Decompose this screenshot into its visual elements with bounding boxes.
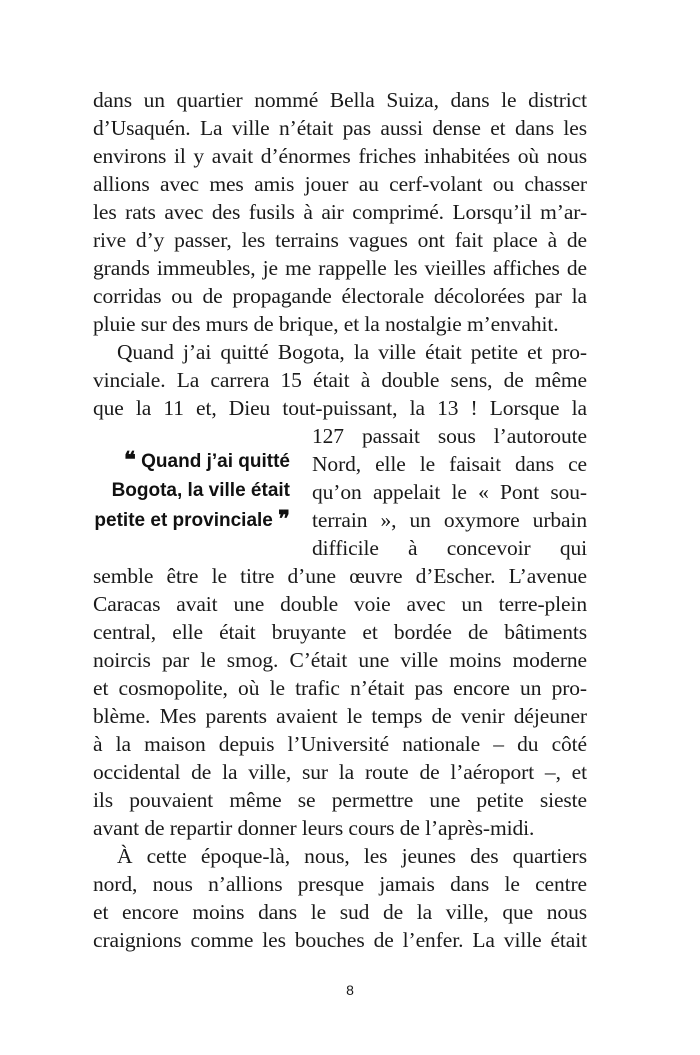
- text-line: craignions comme les bouches de l’enfer. La ville était: [93, 928, 587, 952]
- text-line: rive d’y passer, les terrains vagues ont fait place à de: [93, 228, 587, 252]
- text-line: À cette époque-là, nous, les jeunes des quartiers: [117, 844, 587, 868]
- text-line: difficile à concevoir qui: [312, 536, 587, 560]
- text-line: ils pouvaient même se permettre une petite sieste: [93, 788, 587, 812]
- text-line: blème. Mes parents avaient le temps de venir déjeuner: [93, 704, 587, 728]
- text-line: grands immeubles, je me rappelle les vieilles affiches de: [93, 256, 587, 280]
- text-line: occidental de la ville, sur la route de l’aéroport –, et: [93, 760, 587, 784]
- text-line: Quand j’ai quitté Bogota, la ville était petite et pro-: [117, 340, 587, 364]
- pull-quote-line: Bogota, la ville était: [111, 479, 290, 501]
- pull-quote: [50, 446, 290, 536]
- text-line: les rats avec des fusils à air comprimé. Lorsqu’il m’ar-: [93, 200, 587, 224]
- pull-quote-line: petite et provinciale: [94, 510, 273, 531]
- open-quote-icon: ❝: [124, 447, 136, 473]
- text-line: semble être le titre d’une œuvre d’Escher. L’avenue: [93, 564, 587, 588]
- text-line: nord, nous n’allions presque jamais dans le centre: [93, 872, 587, 896]
- text-line: que la 11 et, Dieu tout-puissant, la 13 ! Lorsque la: [93, 396, 587, 420]
- text-line: noircis par le smog. C’était une ville moins moderne: [93, 648, 587, 672]
- text-line: qu’on appelait le « Pont sou-: [312, 480, 587, 504]
- text-line: et cosmopolite, où le trafic n’était pas encore un pro-: [93, 676, 587, 700]
- text-line: Caracas avait une double voie avec un terre-plein: [93, 592, 587, 616]
- text-line: d’Usaquén. La ville n’était pas aussi dense et dans les: [93, 116, 587, 140]
- text-line: terrain », un oxymore urbain: [312, 508, 587, 532]
- pull-quote-line: Quand j’ai quitté: [141, 451, 290, 472]
- text-line: à la maison depuis l’Université nationale – du côté: [93, 732, 587, 756]
- text-line: avant de repartir donner leurs cours de l’après-midi.: [93, 816, 535, 840]
- text-line: allions avec mes amis jouer au cerf-volant ou chasser: [93, 172, 587, 196]
- text-line: dans un quartier nommé Bella Suiza, dans le district: [93, 88, 587, 112]
- text-line: central, elle était bruyante et bordée de bâtiments: [93, 620, 587, 644]
- text-line: Nord, elle le faisait dans ce: [312, 452, 587, 476]
- text-line: pluie sur des murs de brique, et la nostalgie m’envahit.: [93, 312, 559, 336]
- text-line: corridas ou de propagande électorale décolorées par la: [93, 284, 587, 308]
- text-line: 127 passait sous l’autoroute: [312, 424, 587, 448]
- close-quote-icon: ❞: [278, 506, 290, 532]
- text-line: vinciale. La carrera 15 était à double sens, de même: [93, 368, 587, 392]
- text-line: environs il y avait d’énormes friches inhabitées où nous: [93, 144, 587, 168]
- text-line: et encore moins dans le sud de la ville, que nous: [93, 900, 587, 924]
- page-number: 8: [346, 982, 354, 998]
